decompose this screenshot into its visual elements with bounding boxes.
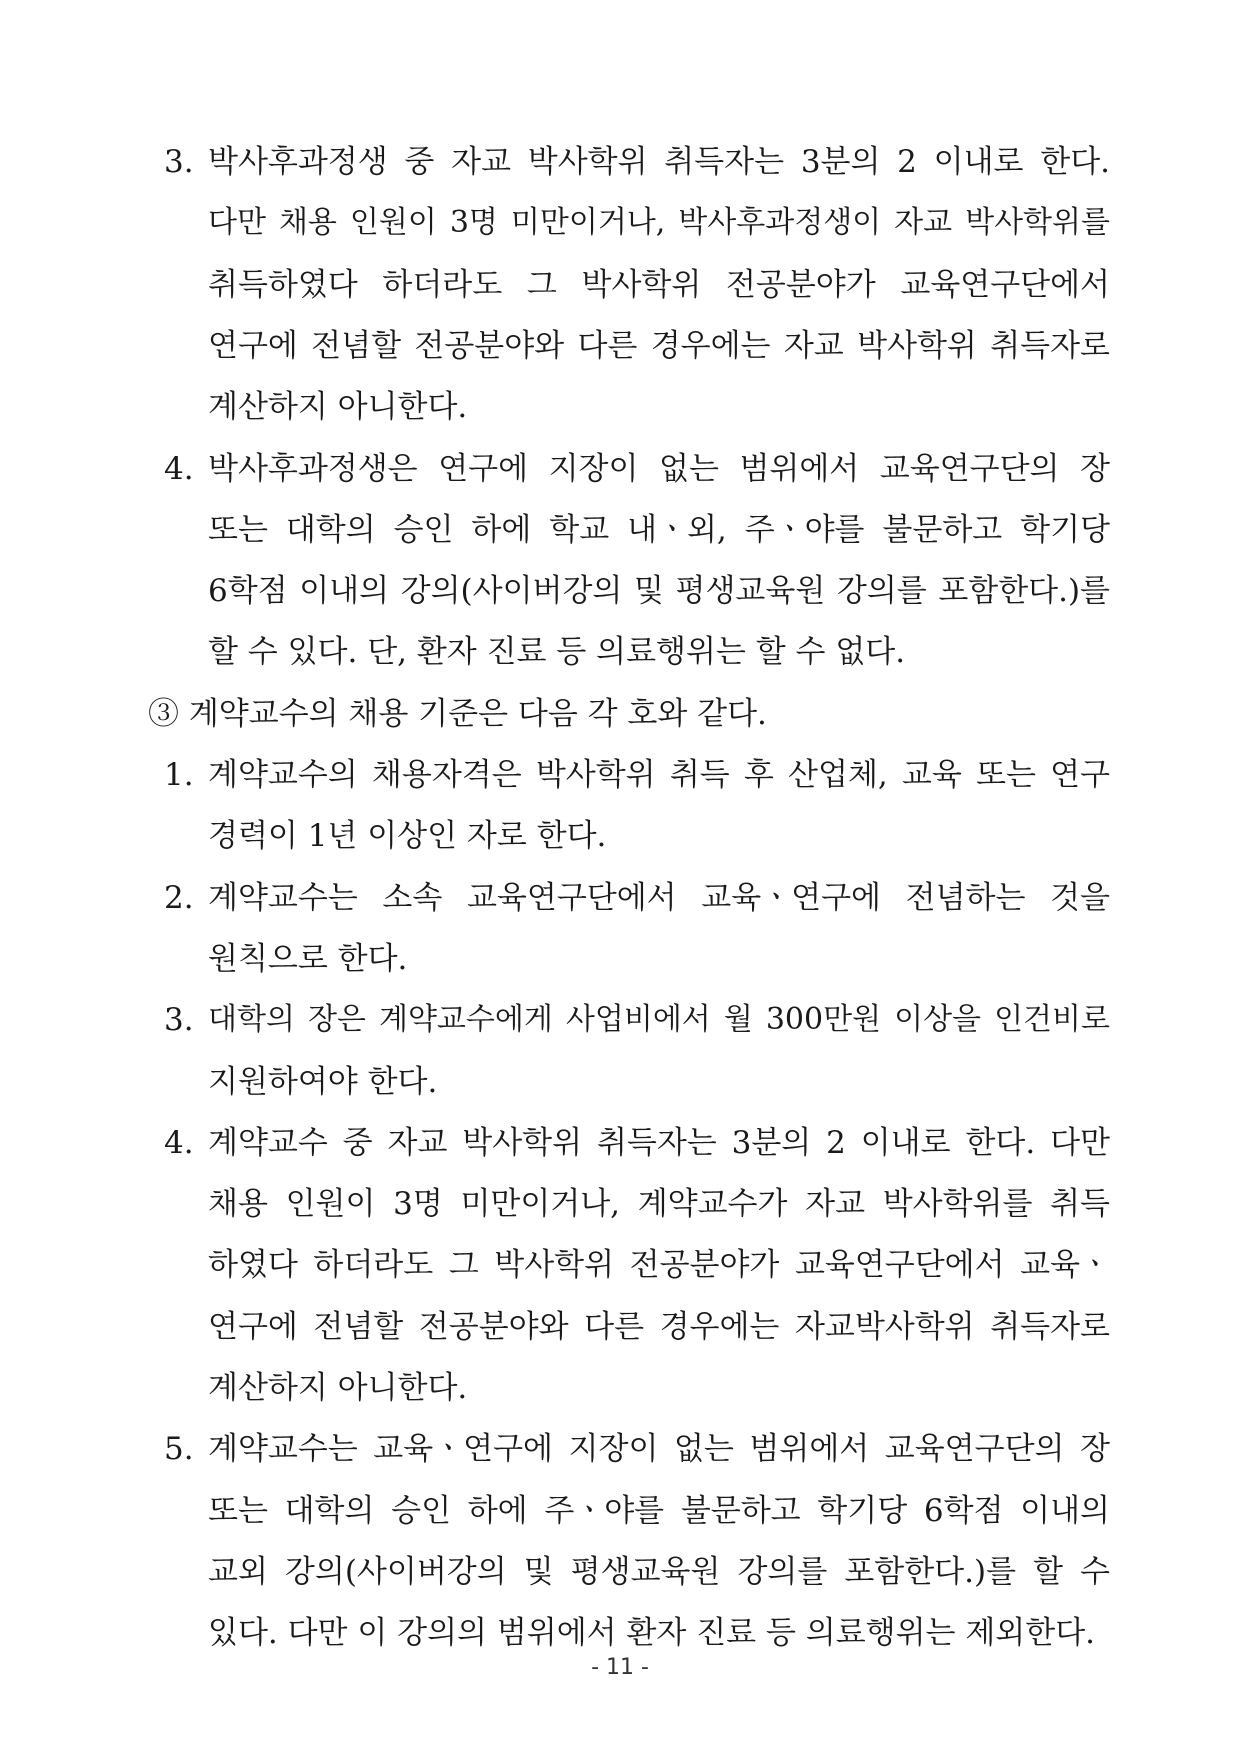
item-number: 3. bbox=[164, 1002, 194, 1039]
item-text-line: 다만 채용 인원이 3명 미만이거나, 박사후과정생이 자교 박사학위를 bbox=[208, 205, 1110, 241]
item-text-line: 채용 인원이 3명 미만이거나, 계약교수가 자교 박사학위를 취득 bbox=[208, 1186, 1110, 1223]
item-text-line: 계약교수 중 자교 박사학위 취득자는 3분의 2 이내로 한다. 다만 bbox=[208, 1124, 1110, 1161]
item-text-line: 하였다 하더라도 그 박사학위 전공분야가 교육연구단에서 교육ㆍ bbox=[208, 1247, 1110, 1284]
item-text-line: 교외 강의(사이버강의 및 평생교육원 강의를 포함한다.)를 할 수 bbox=[208, 1553, 1110, 1590]
item-number: 4. bbox=[164, 1124, 194, 1161]
item-text-line: 계약교수의 채용자격은 박사학위 취득 후 산업체, 교육 또는 연구 bbox=[208, 757, 1110, 793]
item-text-line: 6학점 이내의 강의(사이버강의 및 평생교육원 강의를 포함한다.)를 bbox=[208, 573, 1110, 610]
item-text-line: 대학의 장은 계약교수에게 사업비에서 월 300만원 이상을 인건비로 bbox=[208, 1002, 1110, 1038]
item-number: 2. bbox=[164, 879, 194, 916]
item-text-line: 원칙으로 한다. bbox=[208, 940, 408, 977]
item-number: 3. bbox=[164, 144, 194, 180]
item-text-line: 계약교수는 소속 교육연구단에서 교육ㆍ연구에 전념하는 것을 bbox=[208, 879, 1110, 916]
item-text-line: 할 수 있다. 단, 환자 진료 등 의료행위는 할 수 없다. bbox=[208, 634, 906, 671]
section-heading: ③ 계약교수의 채용 기준은 다음 각 호와 같다. bbox=[148, 695, 767, 732]
item-text-line: 연구에 전념할 전공분야와 다른 경우에는 자교박사학위 취득자로 bbox=[208, 1308, 1110, 1345]
page-number: - 11 - bbox=[591, 1655, 649, 1680]
item-number: 4. bbox=[164, 450, 194, 487]
item-text-line: 또는 대학의 승인 하에 주ㆍ야를 불문하고 학기당 6학점 이내의 bbox=[208, 1492, 1110, 1529]
item-text-line: 박사후과정생은 연구에 지장이 없는 범위에서 교육연구단의 장 bbox=[208, 450, 1110, 487]
item-text-line: 또는 대학의 승인 하에 학교 내ㆍ외, 주ㆍ야를 불문하고 학기당 bbox=[208, 511, 1110, 548]
item-text-line: 있다. 다만 이 강의의 범위에서 환자 진료 등 의료행위는 제외한다. bbox=[208, 1615, 1095, 1652]
item-text-line: 박사후과정생 중 자교 박사학위 취득자는 3분의 2 이내로 한다. bbox=[208, 144, 1110, 180]
item-text-line: 취득하였다 하더라도 그 박사학위 전공분야가 교육연구단에서 bbox=[208, 266, 1110, 303]
item-number: 5. bbox=[164, 1431, 194, 1468]
item-text-line: 계약교수는 교육ㆍ연구에 지장이 없는 범위에서 교육연구단의 장 bbox=[208, 1431, 1110, 1468]
item-text-line: 계산하지 아니한다. bbox=[208, 1370, 468, 1406]
item-text-line: 지원하여야 한다. bbox=[208, 1063, 438, 1100]
item-text-line: 계산하지 아니한다. bbox=[208, 389, 468, 426]
item-text-line: 경력이 1년 이상인 자로 한다. bbox=[208, 818, 607, 855]
item-text-line: 연구에 전념할 전공분야와 다른 경우에는 자교 박사학위 취득자로 bbox=[208, 327, 1110, 364]
item-number: 1. bbox=[164, 757, 194, 793]
